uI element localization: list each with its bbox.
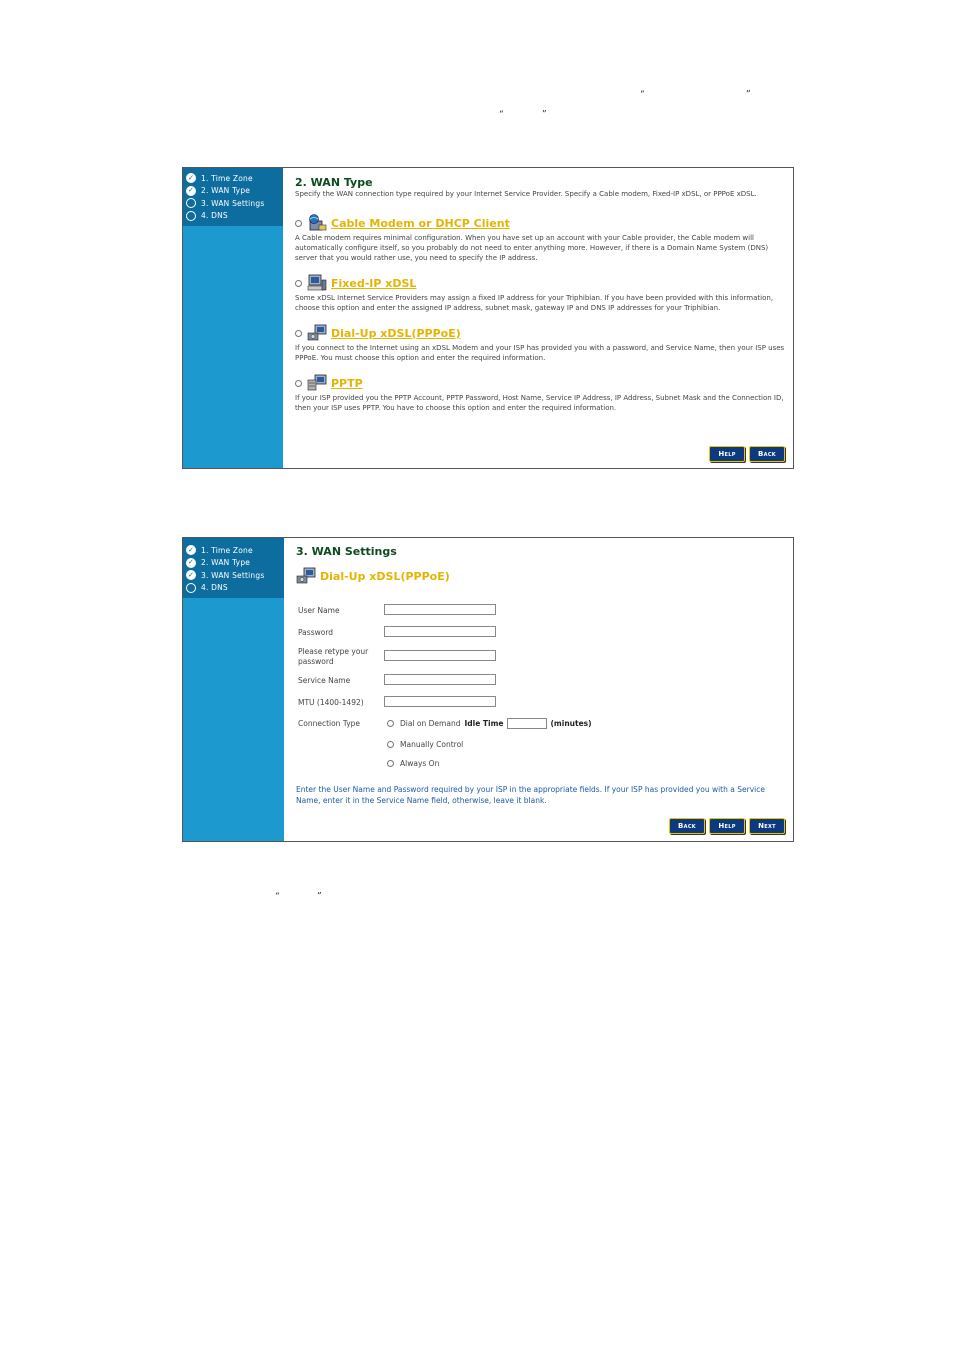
wan-settings-screenshot	[182, 537, 794, 842]
password-label: Password	[298, 628, 334, 637]
fixed-ip-link[interactable]: Fixed-IP xDSL	[331, 276, 417, 290]
wizard-step-dns[interactable]	[186, 582, 284, 595]
computer-icon	[307, 274, 327, 292]
step-label: 1. Time Zone	[201, 545, 253, 555]
wan-settings-buttons	[669, 818, 785, 834]
circle-icon	[186, 211, 196, 221]
dialup-pppoe-desc: If you connect to the Internet using an xDSL Modem and your ISP has provided you with a password, and Service Name, then your ISP uses PPPoE. You must choose this option and enter the required information.	[295, 344, 785, 362]
close-quote: ”	[317, 892, 322, 902]
step-label: 4. DNS	[201, 583, 228, 593]
step-label: 3. WAN Settings	[201, 570, 265, 580]
subtitle-text: Dial-Up xDSL(PPPoE)	[320, 569, 450, 583]
wizard-step-wan-type[interactable]	[186, 185, 283, 198]
user-name-label: User Name	[298, 606, 340, 615]
minutes-label: (minutes)	[550, 719, 592, 728]
check-icon: ✓	[187, 186, 195, 195]
service-name-input[interactable]	[384, 674, 496, 685]
idle-time-input[interactable]	[507, 718, 547, 729]
wizard-steps	[183, 538, 284, 598]
wizard-step-wan-type[interactable]	[186, 557, 284, 570]
close-quote: ”	[542, 110, 547, 120]
option-fixed-ip	[295, 273, 785, 293]
fixed-ip-desc: Some xDSL Internet Service Providers may assign a fixed IP address for your Triphibian. If you have been provided with this information, choose this option and enter the assigned IP address, subnet mask, gateway IP and DNS IP addresses for your Triphibian.	[295, 294, 774, 312]
cable-modem-link[interactable]: Cable Modem or DHCP Client	[331, 216, 510, 230]
mtu-label: MTU (1400-1492)	[298, 698, 364, 707]
pptp-desc: If your ISP provided you the PPTP Account, PPTP Password, Host Name, Service IP Address, IP Address, Subnet Mask and the Connection ID, then your ISP uses PPTP. You have to choose this option and enter the required information.	[295, 394, 784, 412]
always-on-radio[interactable]	[387, 760, 394, 767]
wizard-step-wan-settings[interactable]	[186, 569, 284, 582]
cable-modem-desc: A Cable modem requires minimal configuration. When you have set up an account with your Cable provider, the Cable modem will automatically configure itself, so you probably do not need to enter anything more. However, if there is a Domain Name System (DNS) server that you would rather use, you need to specify the IP address.	[295, 234, 769, 262]
mtu-input[interactable]	[384, 696, 496, 707]
wan-type-buttons	[709, 446, 785, 462]
wizard-step-time-zone[interactable]	[186, 544, 284, 557]
dialup-pppoe-radio[interactable]	[295, 330, 302, 337]
step-label: 2. WAN Type	[201, 558, 251, 568]
open-quote: “	[640, 90, 645, 100]
always-on-option	[387, 759, 439, 768]
pptp-radio[interactable]	[295, 380, 302, 387]
dial-on-demand-label: Dial on Demand	[400, 719, 461, 728]
cable-modem-icon	[307, 214, 327, 232]
wizard-step-wan-settings[interactable]	[186, 197, 283, 210]
always-on-label: Always On	[400, 759, 440, 768]
password-input[interactable]	[384, 626, 496, 637]
check-icon: ✓	[187, 545, 195, 554]
next-button[interactable]: Next	[749, 818, 785, 834]
step-label: 1. Time Zone	[201, 173, 253, 183]
close-quote: ”	[746, 90, 751, 100]
dial-on-demand-option	[387, 718, 592, 729]
check-icon: ✓	[187, 570, 195, 579]
step-label: 3. WAN Settings	[201, 198, 265, 208]
dialup-pppoe-link[interactable]: Dial-Up xDSL(PPPoE)	[331, 326, 461, 340]
wizard-sidebar	[183, 168, 283, 468]
circle-icon	[186, 583, 196, 593]
check-icon: ✓	[187, 558, 195, 567]
open-quote: “	[499, 110, 504, 120]
wan-settings-help-text: Enter the User Name and Password required by your ISP in the appropriate fields. If your ISP has provided you with a Service Name, enter it in the Service Name field, otherwise, leave it blank.	[296, 785, 765, 805]
fixed-ip-radio[interactable]	[295, 280, 302, 287]
wizard-step-dns[interactable]	[186, 210, 283, 223]
back-button[interactable]: Back	[669, 818, 705, 834]
wizard-step-time-zone[interactable]	[186, 172, 283, 185]
pptp-icon	[307, 374, 327, 392]
page-title: 3. WAN Settings	[296, 545, 397, 558]
page-title: 2. WAN Type	[295, 176, 373, 189]
option-cable-modem	[295, 213, 785, 233]
retype-label-line2: password	[298, 657, 334, 666]
help-button[interactable]: Help	[709, 818, 745, 834]
wizard-steps	[183, 168, 283, 226]
step-label: 2. WAN Type	[201, 186, 251, 196]
wan-type-content	[283, 168, 793, 468]
manual-control-option	[387, 740, 463, 749]
help-button[interactable]: Help	[709, 446, 745, 462]
wan-type-screenshot	[182, 167, 794, 469]
open-quote: “	[275, 892, 280, 902]
dialup-icon	[296, 567, 316, 585]
wan-type-intro: Specify the WAN connection type required by your Internet Service Provider. Specify a Cable modem, Fixed-IP xDSL, or PPPoE xDSL.	[295, 190, 757, 198]
idle-time-label: Idle Time	[464, 719, 504, 728]
user-name-input[interactable]	[384, 604, 496, 615]
back-button[interactable]: Back	[749, 446, 785, 462]
pppoe-subtitle	[296, 567, 785, 585]
cable-modem-radio[interactable]	[295, 220, 302, 227]
dial-on-demand-radio[interactable]	[387, 720, 394, 727]
option-pptp	[295, 373, 785, 393]
option-dialup-pppoe	[295, 323, 785, 343]
service-name-label: Service Name	[298, 676, 351, 685]
wan-settings-content	[284, 538, 793, 841]
manual-control-radio[interactable]	[387, 741, 394, 748]
dialup-icon	[307, 324, 327, 342]
circle-icon	[186, 198, 196, 208]
manual-control-label: Manually Control	[400, 740, 464, 749]
connection-type-label: Connection Type	[298, 719, 361, 728]
retype-password-label	[298, 647, 368, 667]
retype-label-line1: Please retype your	[298, 647, 369, 656]
pptp-link[interactable]: PPTP	[331, 376, 363, 390]
step-label: 4. DNS	[201, 211, 228, 221]
retype-password-input[interactable]	[384, 650, 496, 661]
wizard-sidebar	[183, 538, 284, 841]
check-icon: ✓	[187, 173, 195, 182]
